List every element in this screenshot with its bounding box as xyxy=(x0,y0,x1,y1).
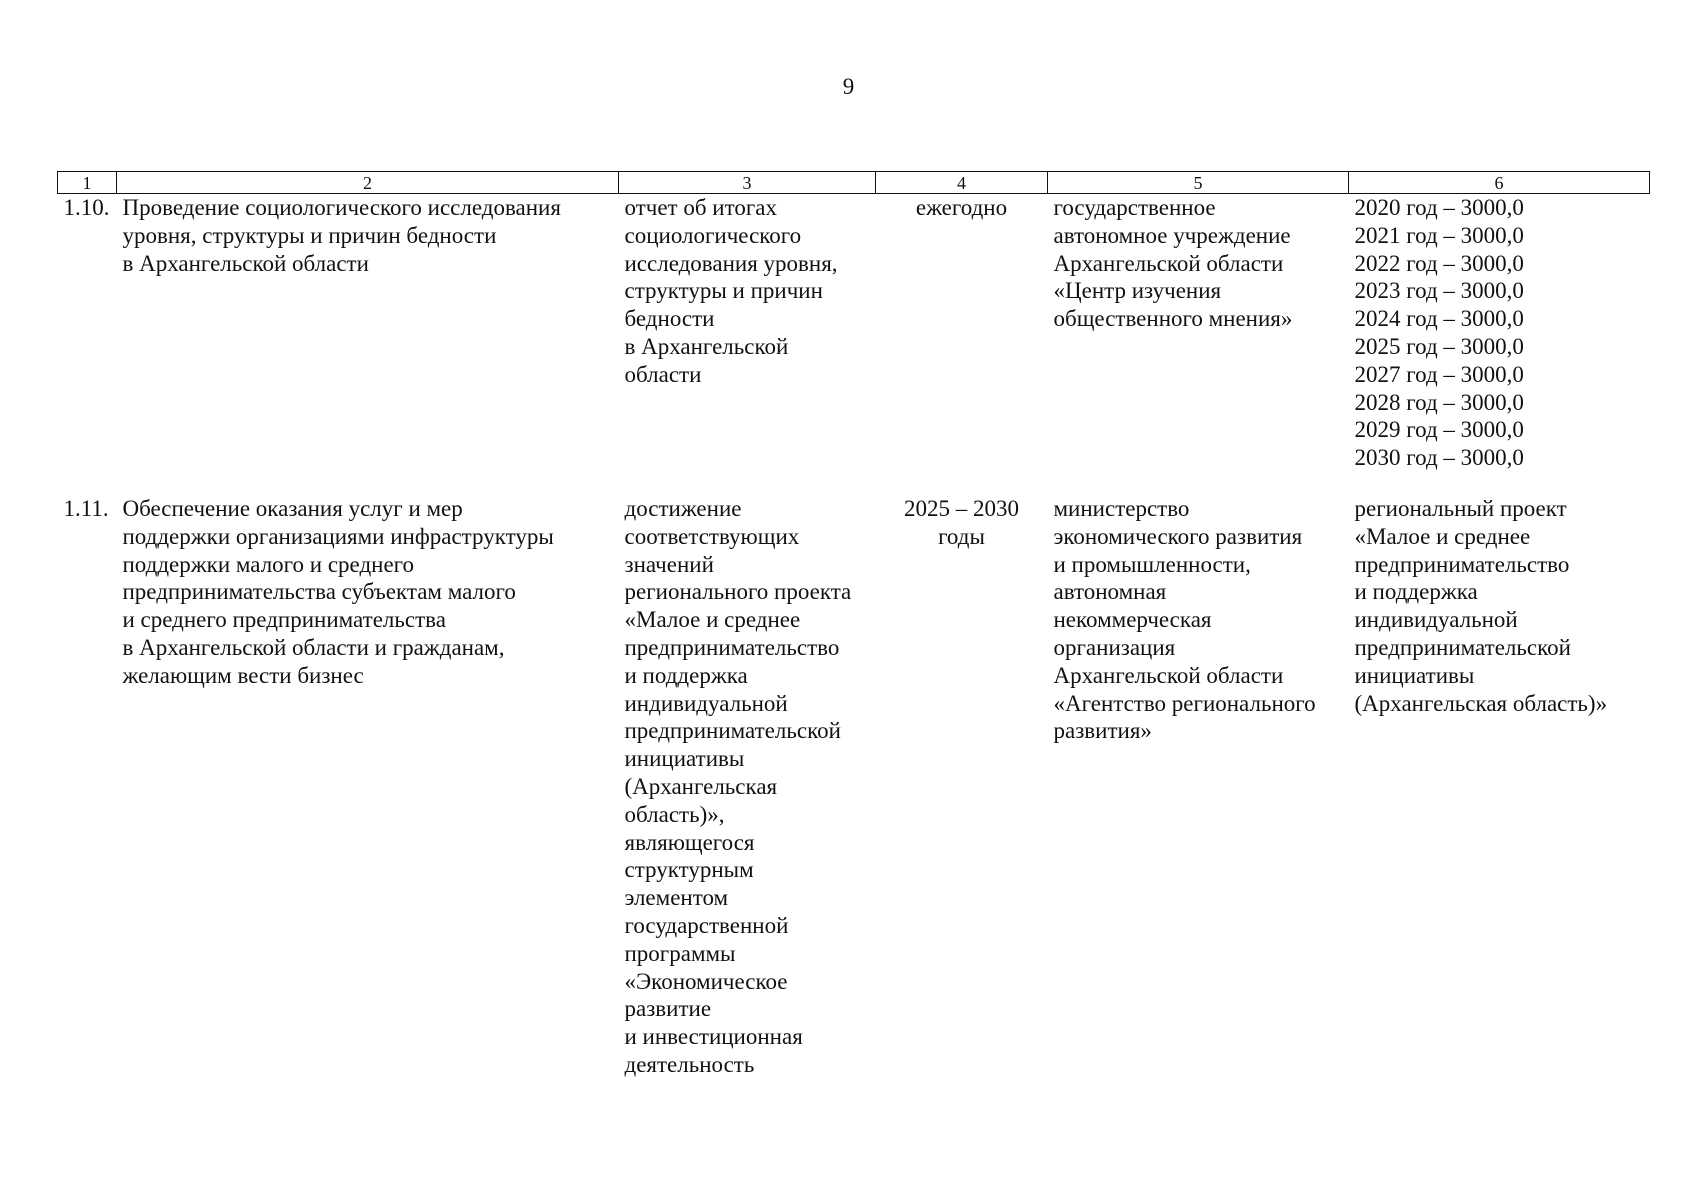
column-number-3: 3 xyxy=(619,172,876,194)
period-cell xyxy=(876,495,1048,1079)
executor-cell-line: Архангельской области xyxy=(1053,250,1284,276)
activity-cell-line: предпринимательства субъектам малого xyxy=(122,579,516,605)
funding-cell xyxy=(1349,194,1650,495)
result-cell-line: индивидуальной xyxy=(624,690,788,716)
column-number-6: 6 xyxy=(1349,172,1650,194)
result-cell-line: «Малое и среднее xyxy=(624,607,801,633)
activity-cell-line: поддержки организациями инфраструктуры xyxy=(122,523,554,549)
executor-cell-line: автономное учреждение xyxy=(1053,222,1291,248)
activity-cell xyxy=(117,194,619,495)
result-cell-line: соответствующих xyxy=(624,523,800,549)
activity-cell-line: в Архангельской области и гражданам, xyxy=(122,634,505,660)
funding-cell-line: 2023 год – 3000,0 xyxy=(1354,278,1524,304)
row-number: 1.11. xyxy=(63,495,109,521)
executor-cell-line: экономического развития xyxy=(1053,523,1303,549)
result-cell-line: деятельность xyxy=(624,1051,755,1077)
funding-cell-line: 2027 год – 3000,0 xyxy=(1354,361,1524,387)
funding-cell-line: и поддержка xyxy=(1354,579,1478,605)
result-cell-line: развитие xyxy=(624,996,712,1022)
result-cell-line: государственной xyxy=(624,912,789,938)
result-cell-line: инициативы xyxy=(624,746,745,772)
result-cell-line: и поддержка xyxy=(624,662,748,688)
funding-cell-line: региональный проект xyxy=(1354,495,1567,521)
table-row xyxy=(58,495,1650,1079)
result-cell-line: значений xyxy=(624,551,714,577)
executor-cell-line: некоммерческая xyxy=(1053,607,1212,633)
funding-cell-line: «Малое и среднее xyxy=(1354,523,1531,549)
executor-cell-line: «Агентство регионального xyxy=(1053,690,1316,716)
result-cell-line: структурным xyxy=(624,857,754,883)
result-cell-line: социологического xyxy=(624,222,802,248)
result-cell-line: и инвестиционная xyxy=(624,1024,803,1050)
activity-cell-line: уровня, структуры и причин бедности xyxy=(122,222,497,248)
result-cell-line: предпринимательской xyxy=(624,718,841,744)
funding-cell-line: 2022 год – 3000,0 xyxy=(1354,250,1524,276)
activity-cell xyxy=(117,495,619,1079)
result-cell-line: предпринимательство xyxy=(624,634,840,660)
result-cell-line: область)», xyxy=(624,801,725,827)
activity-cell-line: поддержки малого и среднего xyxy=(122,551,415,577)
table-body xyxy=(58,194,1650,1079)
result-cell-line: достижение xyxy=(624,495,742,521)
funding-cell-line: 2020 год – 3000,0 xyxy=(1354,195,1524,220)
period-cell xyxy=(876,194,1048,495)
executor-cell-line: развития» xyxy=(1053,718,1152,744)
executor-cell-line: и промышленности, xyxy=(1053,551,1251,577)
result-cell-line: структуры и причин xyxy=(624,278,823,304)
activity-cell-line: и среднего предпринимательства xyxy=(122,607,446,633)
funding-cell-line: 2029 год – 3000,0 xyxy=(1354,417,1524,443)
result-cell xyxy=(619,495,876,1079)
column-number-2: 2 xyxy=(117,172,619,194)
column-number-header-row xyxy=(58,172,1650,194)
funding-cell-line: предпринимательство xyxy=(1354,551,1570,577)
funding-cell-line: 2024 год – 3000,0 xyxy=(1354,306,1524,332)
executor-cell xyxy=(1048,495,1349,1079)
result-cell-line: бедности xyxy=(624,306,715,332)
result-cell-line: в Архангельской xyxy=(624,333,789,359)
funding-cell-line: 2030 год – 3000,0 xyxy=(1354,445,1524,471)
activity-cell-line: желающим вести бизнес xyxy=(122,662,364,688)
executor-cell-line: министерство xyxy=(1053,495,1190,521)
result-cell-line: регионального проекта xyxy=(624,579,852,605)
period-cell-line: годы xyxy=(938,523,985,549)
column-number-5: 5 xyxy=(1048,172,1349,194)
result-cell-line: отчет об итогах xyxy=(624,195,777,220)
result-cell-line: области xyxy=(624,361,702,387)
executor-cell-line: Архангельской области xyxy=(1053,662,1284,688)
row-number: 1.10. xyxy=(63,195,110,220)
executor-cell-line: «Центр изучения xyxy=(1053,278,1222,304)
page-number: 9 xyxy=(842,74,855,99)
activity-cell-line: в Архангельской области xyxy=(122,250,369,276)
period-cell-line: 2025 – 2030 xyxy=(904,495,1019,521)
executor-cell-line: организация xyxy=(1053,634,1176,660)
activity-cell-line: Обеспечение оказания услуг и мер xyxy=(122,495,463,521)
executor-cell-line: общественного мнения» xyxy=(1053,306,1293,332)
funding-cell-line: 2021 год – 3000,0 xyxy=(1354,222,1524,248)
funding-cell-line: предпринимательской xyxy=(1354,634,1571,660)
funding-cell-line: (Архангельская область)» xyxy=(1354,690,1608,716)
executor-cell xyxy=(1048,194,1349,495)
column-number-4: 4 xyxy=(876,172,1048,194)
result-cell xyxy=(619,194,876,495)
table-row xyxy=(58,194,1650,495)
result-cell-line: элементом xyxy=(624,885,729,911)
result-cell-line: являющегося xyxy=(624,829,755,855)
activity-cell-line: Проведение социологического исследования xyxy=(122,195,561,220)
funding-cell-line: инициативы xyxy=(1354,662,1475,688)
column-number-1: 1 xyxy=(58,172,117,194)
result-cell-line: (Архангельская xyxy=(624,773,778,799)
executor-cell-line: автономная xyxy=(1053,579,1167,605)
funding-cell-line: 2028 год – 3000,0 xyxy=(1354,389,1524,415)
funding-cell-line: индивидуальной xyxy=(1354,607,1518,633)
result-cell-line: программы xyxy=(624,940,736,966)
result-cell-line: «Экономическое xyxy=(624,968,788,994)
activities-table xyxy=(57,171,1650,1079)
funding-cell xyxy=(1349,495,1650,1079)
result-cell-line: исследования уровня, xyxy=(624,250,838,276)
funding-cell-line: 2025 год – 3000,0 xyxy=(1354,333,1524,359)
period-cell-line: ежегодно xyxy=(915,195,1008,220)
executor-cell-line: государственное xyxy=(1053,195,1216,220)
